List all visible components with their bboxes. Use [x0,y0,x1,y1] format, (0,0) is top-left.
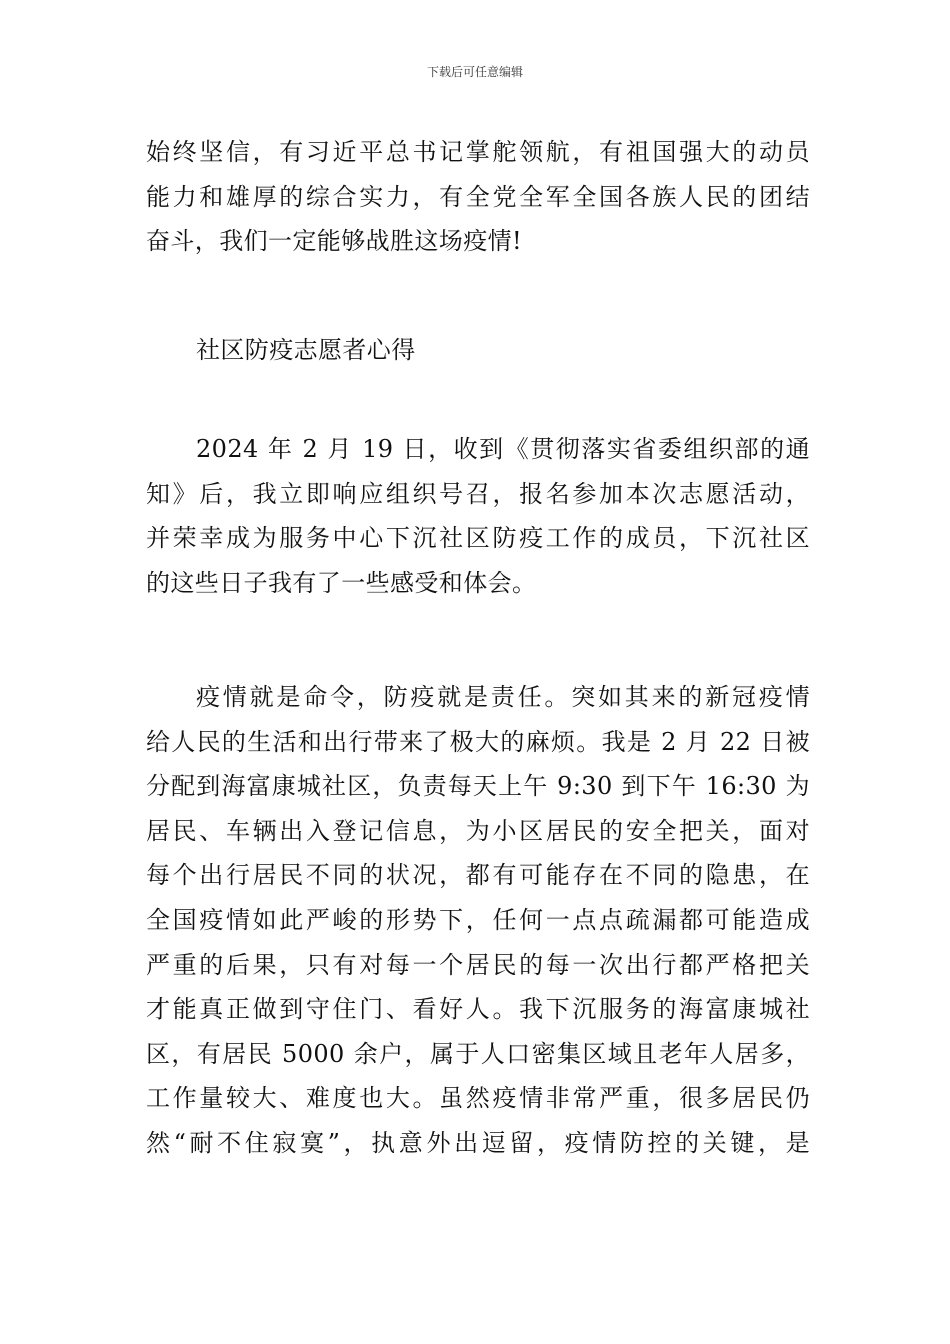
paragraph-line: 每个出行居民不同的状况，都有可能存在不同的隐患，在 [146,861,810,890]
paragraph-line: 给人民的生活和出行带来了极大的麻烦。我是 2 月 22 日被 [146,727,810,756]
paragraph-line: 工作量较大、难度也大。虽然疫情非常严重，很多居民仍 [146,1084,810,1113]
paragraph-line: 2024 年 2 月 19 日，收到《贯彻落实省委组织部的通 [196,435,810,463]
paragraph-line: 全国疫情如此严峻的形势下，任何一点点疏漏都可能造成 [146,905,810,934]
paragraph-line: 区，有居民 5000 余户，属于人口密集区域且老年人居多， [146,1039,810,1068]
paragraph-line: 疫情就是命令，防疫就是责任。突如其来的新冠疫情 [196,683,810,711]
paragraph-duty [146,675,810,1166]
section-heading [146,328,810,373]
paragraph-line: 能力和雄厚的综合实力，有全党全军全国各族人民的团结 [146,182,810,211]
paragraph-line: 始终坚信，有习近平总书记掌舵领航，有祖国强大的动员 [146,138,810,166]
paragraph-line: 知》后，我立即响应组织号召，报名参加本次志愿活动， [146,479,810,508]
paragraph-line: 居民、车辆出入登记信息，为小区居民的安全把关，面对 [146,816,810,845]
paragraph-line: 然“耐不住寂寞”，执意外出逗留，疫情防控的关键，是 [146,1128,810,1157]
heading-text: 社区防疫志愿者心得 [196,336,416,364]
paragraph-line: 严重的后果，只有对每一个居民的每一次出行都严格把关 [146,950,810,979]
paragraph-line: 的这些日子我有了一些感受和体会。 [146,568,537,597]
page-header-note: 下载后可任意编辑 [426,65,523,79]
paragraph-intro [146,427,810,605]
paragraph-line: 分配到海富康城社区，负责每天上午 9:30 到下午 16:30 为 [146,772,810,801]
paragraph-line: 奋斗，我们一定能够战胜这场疫情! [146,227,523,256]
paragraph-line: 才能真正做到守住门、看好人。我下沉服务的海富康城社 [146,995,810,1024]
paragraph-conclusion [146,130,810,264]
paragraph-line: 并荣幸成为服务中心下沉社区防疫工作的成员，下沉社区 [146,524,810,553]
